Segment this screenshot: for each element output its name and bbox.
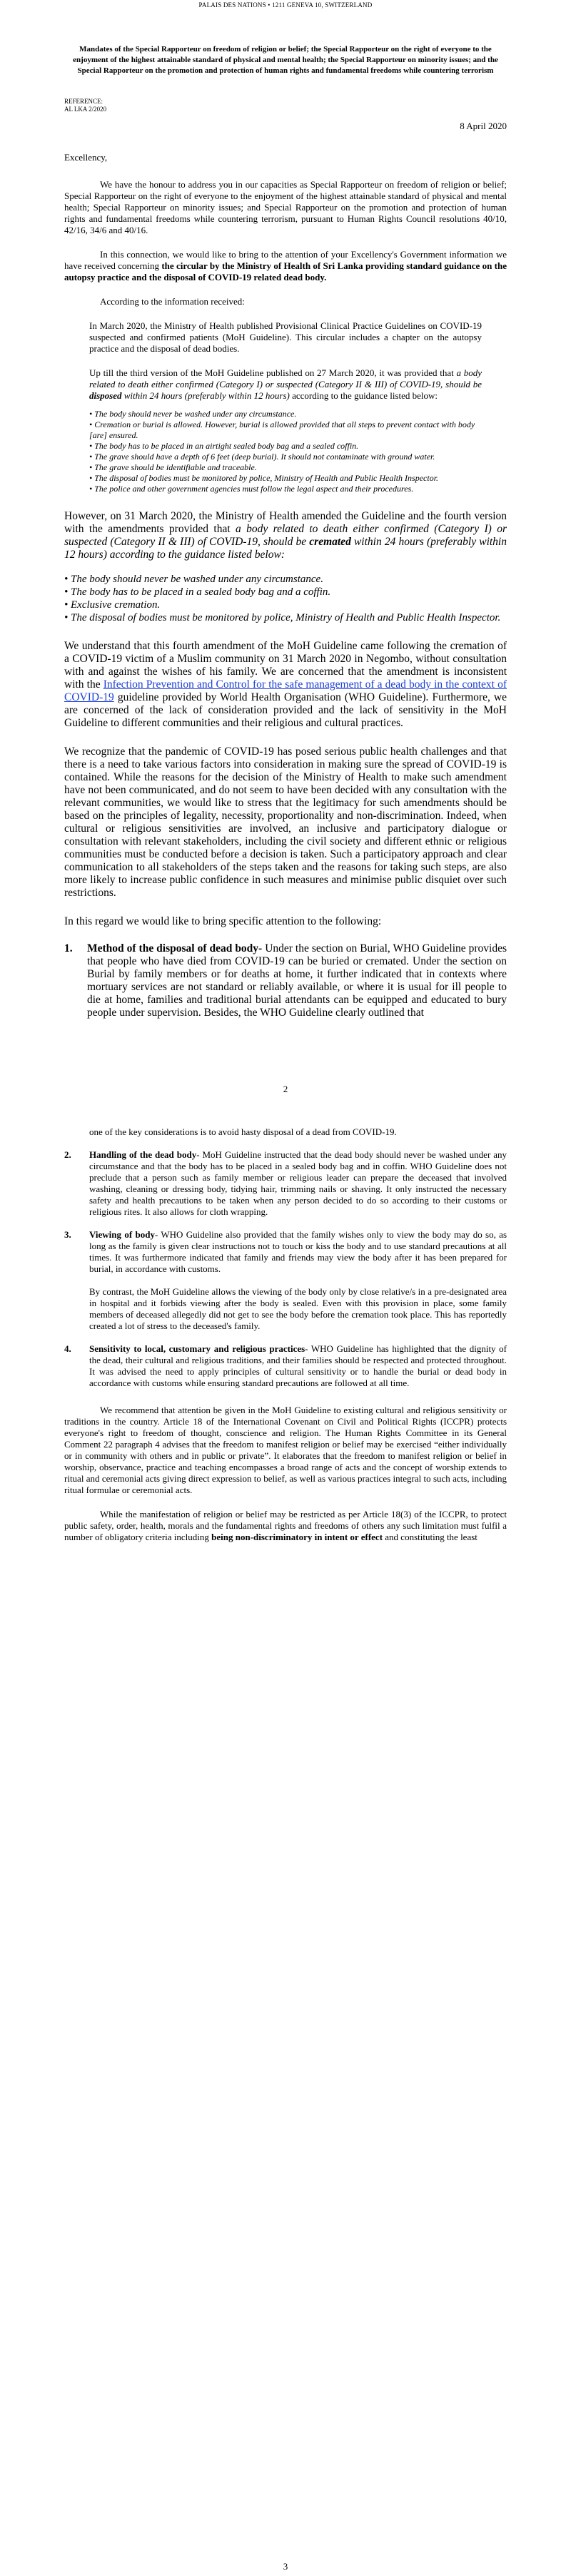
item-text [89, 1149, 507, 1218]
greeting: Excellency, [64, 152, 108, 163]
cremated-word: cremated [309, 536, 351, 548]
item-number: 3. [64, 1229, 71, 1240]
quote-disposed-word: disposed [89, 390, 122, 401]
list-item: • The body has to be placed in an airtight sealed body bag and a sealed coffin. [89, 441, 359, 451]
letter-date: 8 April 2020 [460, 121, 507, 131]
reference-label: REFERENCE: [64, 98, 103, 105]
amendment-text: However, on 31 March 2020, the Ministry of Health amended the Guideline and the fourth version with the amendments provided that [64, 510, 507, 535]
item-viewing-body [64, 1229, 507, 1275]
recommendation-paragraph: We recommend that attention be given in the MoH Guideline to existing cultural and religious sensitivity or traditions in the country. Article 18 of the International Covenant on Civil and Political Rights (ICCPR) protects everyone's right to freedom of thought, conscience and religion. The Human Rights Committee in its General Comment 22 paragraph 4 advises that the freedom to manifest religion or belief may be exercised “either individually or in community with others and in public or private”. It elaborates that the freedom to manifest religion or belief in worship, observance, practice and teaching encompasses a broad range of acts and the concept of worship extends to ritual and ceremonial acts giving direct expression to belief, as well as various practices integral to such acts, including ritual formulae or ceremonial acts. [64, 1405, 507, 1495]
item-text [87, 942, 507, 1019]
item-number: 4. [64, 1343, 71, 1354]
list-item: • The disposal of bodies must be monitored by police, Ministry of Health and Public Health Inspector. [89, 473, 439, 483]
list-item: • The body should never be washed under any circumstance. [89, 409, 297, 419]
list-item: • The body should never be washed under any circumstance. [64, 574, 323, 585]
list-item: • The grave should be identifiable and traceable. [89, 462, 257, 472]
guidance-list-1 [89, 409, 482, 494]
intro-paragraph: We have the honour to address you in our capacities as Special Rapporteur on freedom of religion or belief; Special Rapporteur on the right of everyone to the enjoyment of the highest attainable standard of physical and mental health; Special Rapporteur on minority issues; and Special Rapporteur on the promotion and protection of human rights and fundamental freedoms while countering terrorism, pursuant to Human Rights Council resolutions 40/10, 42/16, 34/6 and 40/16. [64, 179, 507, 235]
list-item: • Cremation or burial is allowed. However, burial is allowed provided that all steps to prevent contact with body [are] ensured. [89, 419, 475, 440]
item-number: 1. [64, 942, 73, 954]
reference-block [64, 98, 571, 113]
recognition-paragraph: We recognize that the pandemic of COVID-19 has posed serious public health challenges and that there is a need to take various factors into consideration in making sure the spread of COVID-19 is contained. While the reasons for the decision of the Ministry of Health to make such amendment have not been communicated, and do not seem to have been decided with any consultation with the relevant communities, we would like to stress that the legitimacy for such amendments should be based on the principles of legality, necessity, proportionality and non-discrimination. Indeed, when cultural or religious sensitivities are involved, an inclusive and participatory dialogue or consultation with relevant stakeholders, including the civil society and different ethnic or religious communities must be conducted before a decision is taken. Such a participatory approach and clear communication to all stakeholders of the steps taken and the reasons for taking such steps, are also more likely to increase public confidence in such measures and minimise public disquiet over such restrictions. [64, 745, 507, 899]
quote-third-version [89, 367, 482, 402]
non-discriminatory-highlight: being non-discriminatory in intent or effect [211, 1532, 383, 1542]
quote-third-text: Up till the third version of the MoH Guideline published on 27 March 2020, it was provided that [89, 367, 457, 378]
connection-text: In this connection, we would like to bring to the attention of your Excellency's Government information we have received concerning [64, 249, 507, 271]
amendment-paragraph [64, 510, 507, 561]
list-item: • The grave should have a depth of 6 feet (deep burial). It should not contaminate with ground water. [89, 452, 435, 462]
restriction-paragraph [64, 1509, 507, 1543]
item-body: - WHO Guideline has highlighted that the dignity of the dead, their cultural and religious traditions, and their families should be respected and protected throughout. It was advised the need to apply principles of cultural sensitivity or to handle the burial or dead body in accordance with customs while ensuring standard precautions are followed at all time. [89, 1343, 507, 1388]
item-sensitivity [64, 1343, 507, 1389]
item-viewing-contrast: By contrast, the MoH Guideline allows the viewing of the body only by close relative/s in a pre-designated area in hospital and it forbids viewing after the body is sealed. Even with this provision in place, some family members of deceased allegedly did not get to see the body before the cremation took place. This has reportedly created a lot of stress to the deceased's family. [89, 1286, 507, 1331]
page-number-2: 2 [283, 1084, 288, 1094]
item-heading: Sensitivity to local, customary and religious practices [89, 1343, 305, 1354]
item-body: Under the section on Burial, WHO Guideline provides that people who have died from COVID-19 can be buried or cremated. Under the section on Burial by family members or for deaths at home, it further indicated that in contexts where mortuary services are not standard or reliably available, or where it is usual for ill people to die at home, families and traditional burial attendants can be equipped and educated to bury people under supervision. Besides, the WHO Guideline clearly outlined that [87, 942, 507, 1019]
circular-highlight: the circular by the Ministry of Health of Sri Lanka providing standard guidance on the autopsy practice and the disposal of COVID-19 related dead body. [64, 260, 507, 282]
item-text [89, 1229, 507, 1275]
mandates-title: Mandates of the Special Rapporteur on freedom of religion or belief; the Special Rapporteur on the right of everyone to the enjoyment of the highest attainable standard of physical and mental health; the Special Rapporteur on minority issues; and the Special Rapporteur on the promotion and protection of human rights and fundamental freedoms while countering terrorism [73, 45, 498, 75]
reference-code: AL LKA 2/2020 [64, 106, 107, 113]
quote-march-guidelines: In March 2020, the Ministry of Health published Provisional Clinical Practice Guidelines on COVID-19 suspected and confirmed patients (MoH Guideline). This circular includes a chapter on the autopsy practice and the disposal of dead bodies. [89, 320, 482, 354]
amendment-italic-2: within 24 hours (preferably within 12 hours) according to the guidance listed below: [64, 536, 507, 561]
amendment-italic: a body related to death either confirmed (Category I) or suspected (Category II & III) of COVID-19, should be [64, 523, 507, 548]
list-item: • The body has to be placed in a sealed body bag and a coffin. [64, 586, 331, 598]
list-item: • The police and other government agencies must follow the legal aspect and their procedures. [89, 484, 414, 494]
list-item: • The disposal of bodies must be monitored by police, Ministry of Health and Public Health Inspector. [64, 612, 501, 623]
item-heading: Viewing of body [89, 1229, 155, 1240]
who-guideline-link[interactable]: Infection Prevention and Control for the safe management of a dead body in the context of COVID-19 [64, 678, 507, 703]
guidance-list-2 [64, 573, 507, 624]
item-heading: Handling of the dead body [89, 1149, 197, 1160]
information-intro: According to the information received: [100, 296, 245, 307]
attention-paragraph: In this regard we would like to bring specific attention to the following: [64, 915, 382, 927]
concern-paragraph [64, 640, 507, 730]
item-heading: Method of the disposal of dead body- [87, 942, 263, 954]
concern-text-end: guideline provided by World Health Organisation (WHO Guideline). Furthermore, we are concerned of the lack of consideration provided and the lack of sensitivity in the MoH Guideline to different communities and their religious and cultural practices. [64, 691, 507, 729]
connection-paragraph [64, 249, 507, 283]
item-number: 2. [64, 1149, 71, 1160]
item-disposal-method [64, 942, 507, 1019]
item-body: - WHO Guideline also provided that the family wishes only to view the body may do so, as long as the family is given clear instructions not to touch or kiss the body and to use standard precautions at all times. It was furthermore indicated that family and friends may view the body after it has been prepared for burial, in accordance with customs. [89, 1229, 507, 1274]
restriction-text: While the manifestation of religion or belief may be restricted as per Article 18(3) of the ICCPR, to protect public safety, order, health, morals and the fundamental rights and freedoms of others any such limitation must fulfil a number of obligatory criteria including [64, 1509, 507, 1542]
quote-third-italic: a body related to death either confirmed (Category I) or suspected (Category II & III) of COVID-19, should be [89, 367, 482, 390]
restriction-text-end: and constituting the least [383, 1532, 477, 1542]
item-body: - MoH Guideline instructed that the dead body should never be washed under any circumstance and that the body has to be placed in a sealed body bag and in coffin. WHO Guideline does not preclude that a person such as family member or religious leader can prepare the deceased that involved washing, cleaning or dressing body, tidying hair, trimming nails or shaving. It only instructed the necessary safety and health precautions to be taken when any person decided to do so according to their customs or religious rites. It also allows for cloth wrapping. [89, 1149, 507, 1217]
item-text [89, 1343, 507, 1389]
letterhead-address: PALAIS DES NATIONS • 1211 GENEVA 10, SWITZERLAND [198, 1, 373, 9]
item-handling-body [64, 1149, 507, 1218]
quote-third-end: according to the guidance listed below: [289, 390, 438, 401]
item-continuation: one of the key considerations is to avoid hasty disposal of a dead from COVID-19. [89, 1126, 397, 1137]
page-number-3: 3 [283, 2561, 288, 2572]
list-item: • Exclusive cremation. [64, 599, 161, 611]
quote-third-italic-2: within 24 hours (preferably within 12 hours) [121, 390, 290, 401]
concern-text: We understand that this fourth amendment of the MoH Guideline came following the cremation of a COVID-19 victim of a Muslim community on 31 March 2020 in Negombo, without consultation with and against the wishes of his family. We are concerned that the amendment is inconsistent with the [64, 640, 507, 691]
